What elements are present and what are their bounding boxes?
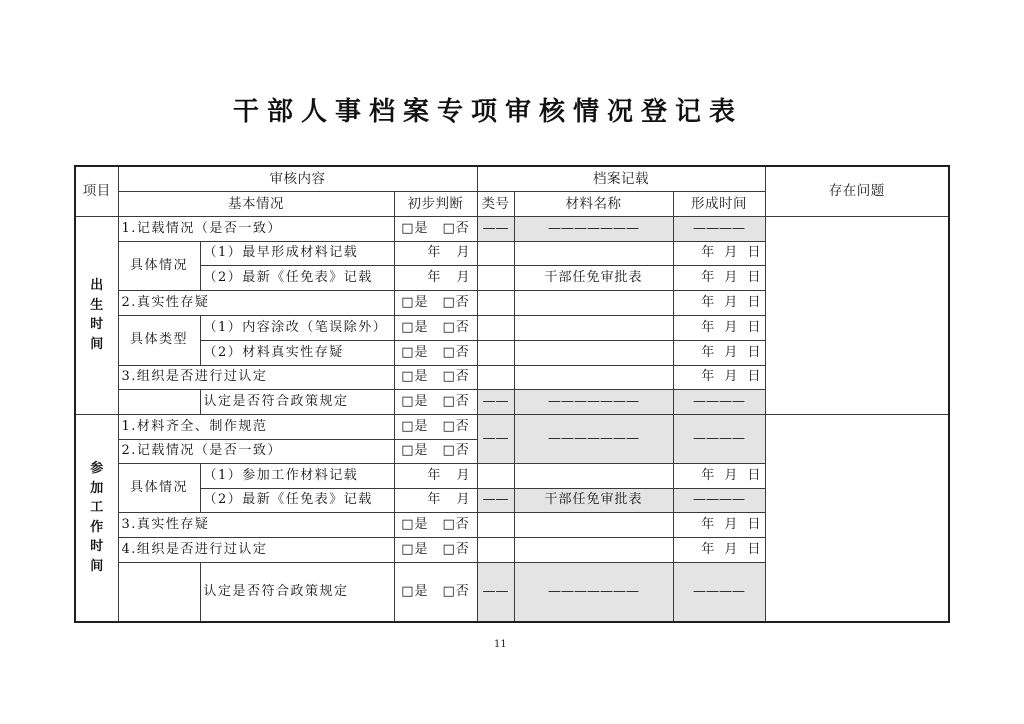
group-label-cell: 具体情况 <box>118 241 200 290</box>
yes-option: □是 <box>401 583 429 599</box>
category-no-cell <box>477 463 514 488</box>
judgment-cell <box>394 414 477 439</box>
no-option: □否 <box>442 418 470 434</box>
item-cell: 认定是否符合政策规定 <box>200 562 394 622</box>
audit-register-table <box>74 165 950 623</box>
category-no-cell: —— <box>477 216 514 241</box>
material-name-cell: 干部任免审批表 <box>514 488 673 512</box>
item-cell: （2）材料真实性存疑 <box>200 340 394 365</box>
category-no-cell <box>477 290 514 315</box>
item-cell: （1）参加工作材料记载 <box>200 463 394 488</box>
yes-option: □是 <box>401 443 429 458</box>
judgment-cell <box>394 562 477 622</box>
material-name-cell: 干部任免审批表 <box>514 265 673 290</box>
form-title: 干部人事档案专项审核情况登记表 <box>233 97 744 127</box>
no-option: □否 <box>442 344 470 360</box>
judgment-cell <box>394 389 477 414</box>
formed-time-cell: ———— <box>673 488 765 512</box>
section-label: 出生时间 <box>90 278 104 352</box>
material-name-cell <box>514 241 673 265</box>
yes-option: □是 <box>401 319 429 335</box>
section-label-cell <box>75 414 118 622</box>
judgment-cell <box>394 290 477 315</box>
category-no-cell <box>477 537 514 562</box>
yes-option: □是 <box>401 393 429 409</box>
yes-option: □是 <box>401 541 429 557</box>
material-name-cell: ——————— <box>514 562 673 622</box>
item-cell: 1.记载情况（是否一致） <box>118 216 394 241</box>
section-work-start-date-block <box>75 414 949 622</box>
no-option: □否 <box>442 220 470 236</box>
no-option: □否 <box>442 369 470 384</box>
material-name-cell: ——————— <box>514 389 673 414</box>
item-cell: （1）最早形成材料记载 <box>200 241 394 265</box>
formed-time-cell: 年 月 日 <box>673 315 765 340</box>
judgment-cell: 年 月 <box>394 241 477 265</box>
material-name-cell <box>514 290 673 315</box>
no-option: □否 <box>442 541 470 557</box>
formed-time-cell: 年 月 日 <box>673 340 765 365</box>
formed-time-cell: 年 月 日 <box>673 290 765 315</box>
yes-option: □是 <box>401 294 429 310</box>
judgment-cell: 年 月 <box>394 488 477 512</box>
no-option: □否 <box>442 294 470 310</box>
yes-option: □是 <box>401 344 429 360</box>
no-option: □否 <box>442 319 470 335</box>
category-no-cell <box>477 340 514 365</box>
no-option: □否 <box>442 516 470 532</box>
issues-cell <box>765 414 949 622</box>
item-cell: 2.真实性存疑 <box>118 290 394 315</box>
category-no-cell <box>477 265 514 290</box>
item-cell: （2）最新《任免表》记载 <box>200 488 394 512</box>
section-birth-date-block <box>75 216 949 414</box>
formed-time-cell: 年 月 日 <box>673 537 765 562</box>
header-category-no: 类号 <box>477 191 514 216</box>
table-row <box>75 414 949 439</box>
formed-time-cell: 年 月 日 <box>673 512 765 537</box>
material-name-cell: ——————— <box>514 414 673 463</box>
category-no-cell: —— <box>477 488 514 512</box>
material-name-cell: ——————— <box>514 216 673 241</box>
issues-cell <box>765 216 949 414</box>
blank-cell <box>118 389 200 414</box>
page-number: 11 <box>494 639 507 650</box>
category-no-cell: —— <box>477 562 514 622</box>
category-no-cell <box>477 241 514 265</box>
no-option: □否 <box>442 443 470 458</box>
header-material-name: 材料名称 <box>514 191 673 216</box>
judgment-cell: 年 月 <box>394 265 477 290</box>
header-review-content: 审核内容 <box>118 166 477 191</box>
item-cell: 认定是否符合政策规定 <box>200 389 394 414</box>
judgment-cell <box>394 512 477 537</box>
yes-option: □是 <box>401 418 429 434</box>
section-label-cell <box>75 216 118 414</box>
material-name-cell <box>514 315 673 340</box>
formed-time-cell: ———— <box>673 389 765 414</box>
header-issues: 存在问题 <box>765 166 949 216</box>
yes-option: □是 <box>401 369 429 384</box>
category-no-cell: —— <box>477 414 514 463</box>
item-cell: 3.真实性存疑 <box>118 512 394 537</box>
formed-time-cell: 年 月 日 <box>673 365 765 389</box>
judgment-cell <box>394 340 477 365</box>
material-name-cell <box>514 537 673 562</box>
formed-time-cell: 年 月 日 <box>673 241 765 265</box>
no-option: □否 <box>442 583 470 599</box>
item-cell: （2）最新《任免表》记载 <box>200 265 394 290</box>
judgment-cell <box>394 439 477 463</box>
item-cell: 2.记载情况（是否一致） <box>118 439 394 463</box>
category-no-cell <box>477 365 514 389</box>
group-label-cell: 具体类型 <box>118 315 200 365</box>
table-header <box>75 166 949 216</box>
judgment-cell <box>394 315 477 340</box>
item-cell: 3.组织是否进行过认定 <box>118 365 394 389</box>
material-name-cell <box>514 340 673 365</box>
table-row <box>75 216 949 241</box>
header-basic-info: 基本情况 <box>118 191 394 216</box>
judgment-cell <box>394 365 477 389</box>
judgment-cell: 年 月 <box>394 463 477 488</box>
category-no-cell: —— <box>477 389 514 414</box>
category-no-cell <box>477 512 514 537</box>
formed-time-cell: 年 月 日 <box>673 463 765 488</box>
no-option: □否 <box>442 393 470 409</box>
header-item: 项目 <box>75 166 118 216</box>
formed-time-cell: ———— <box>673 414 765 463</box>
category-no-cell <box>477 315 514 340</box>
material-name-cell <box>514 365 673 389</box>
material-name-cell <box>514 512 673 537</box>
material-name-cell <box>514 463 673 488</box>
blank-cell <box>118 562 200 622</box>
header-preliminary-judgment: 初步判断 <box>394 191 477 216</box>
judgment-cell <box>394 537 477 562</box>
header-formed-time: 形成时间 <box>673 191 765 216</box>
formed-time-cell: 年 月 日 <box>673 265 765 290</box>
group-label-cell: 具体情况 <box>118 463 200 512</box>
header-archive-record: 档案记载 <box>477 166 765 191</box>
item-cell: （1）内容涂改（笔误除外） <box>200 315 394 340</box>
header-row <box>75 166 949 191</box>
formed-time-cell: ———— <box>673 562 765 622</box>
formed-time-cell: ———— <box>673 216 765 241</box>
yes-option: □是 <box>401 220 429 236</box>
judgment-cell <box>394 216 477 241</box>
yes-option: □是 <box>401 516 429 532</box>
item-cell: 4.组织是否进行过认定 <box>118 537 394 562</box>
item-cell: 1.材料齐全、制作规范 <box>118 414 394 439</box>
section-label: 参加工作时间 <box>90 461 104 574</box>
